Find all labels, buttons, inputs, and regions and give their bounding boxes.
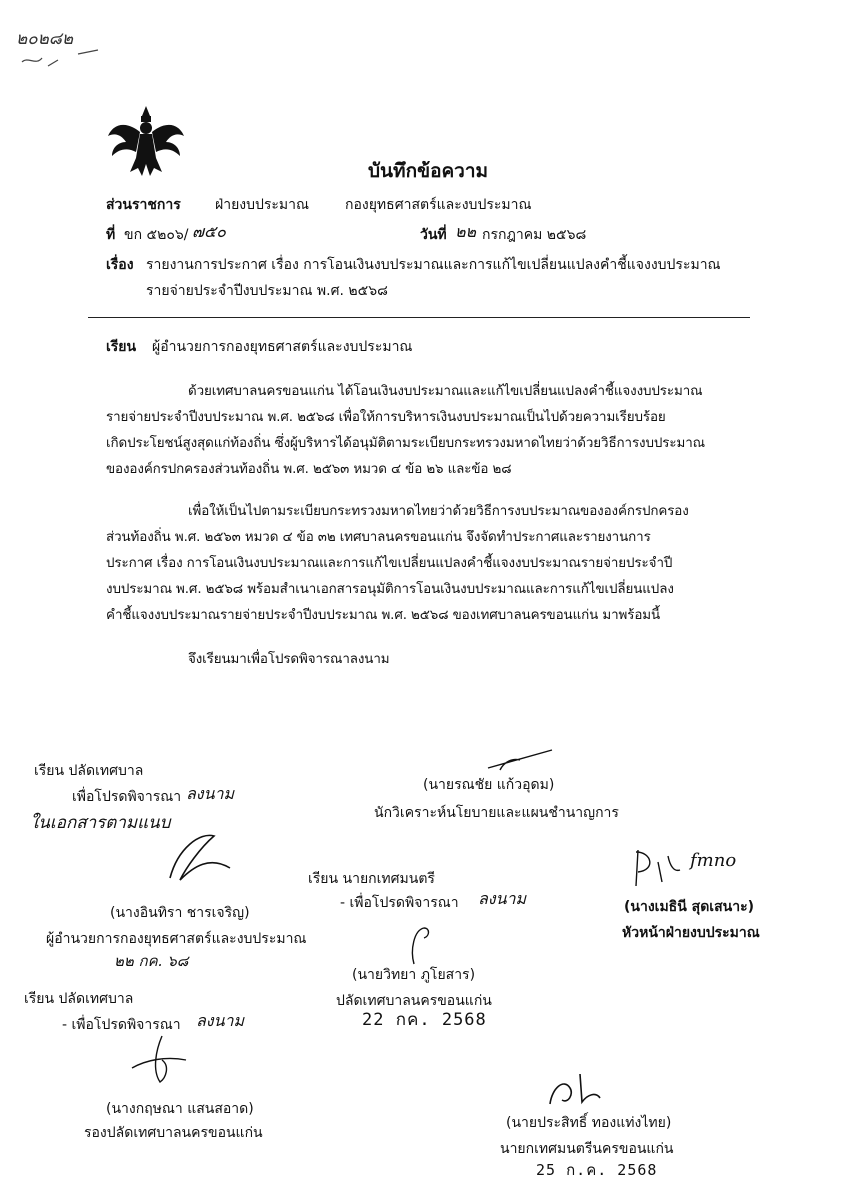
margin-note: ๒๐๒๘๒	[16, 29, 74, 49]
doc-no-handwritten: ๗๕๐	[192, 222, 226, 241]
budget-head-initials	[628, 842, 688, 892]
para2-line4: งบประมาณ พ.ศ. ๒๕๖๘ พร้อมสำเนาเอกสารอนุมัติการโอนเงินงบประมาณและการแก้ไขเปลี่ยนแปลง	[106, 582, 674, 597]
note1-to: เรียน ปลัดเทศบาล	[34, 763, 144, 779]
director-date-handwritten: ๒๒ กค. ๖๘	[114, 952, 189, 970]
deputy-title: รองปลัดเทศบาลนครขอนแก่น	[84, 1125, 263, 1141]
note3-handwritten: ลงนาม	[196, 1011, 245, 1030]
date-rest: กรกฎาคม ๒๕๖๘	[482, 227, 587, 243]
clerk-signature	[400, 920, 440, 970]
note2-handwritten: ลงนาม	[478, 889, 527, 908]
mayor-date-stamp: 25 ก.ค. 2568	[536, 1161, 658, 1179]
budget-head-title: หัวหน้าฝ่ายงบประมาณ	[622, 925, 760, 941]
subject-line1: รายงานการประกาศ เรื่อง การโอนเงินงบประมาณและการแก้ไขเปลี่ยนแปลงคำชี้แจงงบประมาณ	[146, 257, 721, 273]
note1-action: เพื่อโปรดพิจารณา	[72, 789, 182, 805]
deputy-name: (นางกฤษณา แสนสอาด)	[106, 1101, 254, 1117]
note3-action: - เพื่อโปรดพิจารณา	[62, 1017, 181, 1033]
director-signature	[160, 828, 240, 888]
para1-line4: ขององค์กรปกครองส่วนท้องถิ่น พ.ศ. ๒๕๖๓ หมวด ๔ ข้อ ๒๖ และข้อ ๒๘	[106, 462, 512, 477]
para2-line5: คำชี้แจงงบประมาณรายจ่ายประจำปีงบประมาณ พ.ศ. ๒๕๖๘ ของเทศบาลนครขอนแก่น มาพร้อมนี้	[106, 608, 661, 623]
budget-head-name: (นางเมธินี สุดเสนาะ)	[624, 899, 754, 915]
garuda-emblem	[106, 102, 186, 180]
clerk-name: (นายวิทยา ภูโยสาร)	[352, 967, 476, 983]
note2-action: - เพื่อโปรดพิจารณา	[340, 895, 459, 911]
analyst-signature	[482, 740, 562, 780]
note2-to: เรียน นายกเทศมนตรี	[308, 871, 435, 887]
margin-scribble	[18, 48, 108, 78]
analyst-title: นักวิเคราะห์นโยบายและแผนชำนาญการ	[374, 805, 619, 821]
clerk-date-stamp: 22 กค. 2568	[362, 1010, 487, 1030]
director-title: ผู้อำนวยการกองยุทธศาสตร์และงบประมาณ	[46, 931, 307, 947]
clerk-title: ปลัดเทศบาลนครขอนแก่น	[336, 993, 492, 1009]
para2-line2: ส่วนท้องถิ่น พ.ศ. ๒๕๖๓ หมวด ๔ ข้อ ๓๒ เทศบาลนครขอนแก่น จึงจัดทำประกาศและรายงานการ	[106, 530, 651, 545]
note1-extra-handwritten: ในเอกสารตามแนบ	[30, 813, 171, 833]
header-divider	[88, 317, 750, 318]
mayor-signature	[540, 1064, 620, 1114]
closing-line: จึงเรียนมาเพื่อโปรดพิจารณาลงนาม	[188, 652, 390, 667]
para2-line3: ประกาศ เรื่อง การโอนเงินงบประมาณและการแก้ไขเปลี่ยนแปลงคำชี้แจงงบประมาณรายจ่ายประจำปี	[106, 556, 673, 571]
note1-handwritten: ลงนาม	[186, 784, 235, 803]
doc-no: ขก ๕๒๐๖/	[124, 227, 189, 243]
para1-line1: ด้วยเทศบาลนครขอนแก่น ได้โอนเงินงบประมาณและแก้ไขเปลี่ยนแปลงคำชี้แจงงบประมาณ	[188, 384, 703, 399]
subject-label: เรื่อง	[106, 257, 134, 273]
memo-title: บันทึกข้อความ	[368, 160, 489, 182]
doc-no-label: ที่	[106, 227, 116, 243]
mayor-title: นายกเทศมนตรีนครขอนแก่น	[500, 1141, 674, 1157]
analyst-name: (นายรณชัย แก้วอุดม)	[423, 777, 555, 793]
deputy-signature	[126, 1030, 196, 1090]
subject-line2: รายจ่ายประจำปีงบประมาณ พ.ศ. ๒๕๖๘	[146, 283, 388, 299]
note3-to: เรียน ปลัดเทศบาล	[24, 991, 134, 1007]
addressee-text: ผู้อำนวยการกองยุทธศาสตร์และงบประมาณ	[152, 339, 413, 355]
dept-unit: ฝ่ายงบประมาณ	[215, 197, 309, 213]
addressee-label: เรียน	[106, 339, 137, 355]
para2-line1: เพื่อให้เป็นไปตามระเบียบกระทรวงมหาดไทยว่าด้วยวิธีการงบประมาณขององค์กรปกครอง	[188, 504, 689, 519]
para1-line2: รายจ่ายประจำปีงบประมาณ พ.ศ. ๒๕๖๘ เพื่อให้การบริหารเงินงบประมาณเป็นไปด้วยความเรียบร้อย	[106, 410, 666, 425]
director-name: (นางอินทิรา ชารเจริญ)	[110, 905, 250, 921]
budget-head-handwritten: fmno	[690, 850, 737, 871]
dept-division: กองยุทธศาสตร์และงบประมาณ	[345, 197, 532, 213]
date-day-handwritten: ๒๒	[455, 222, 477, 241]
date-label: วันที่	[420, 227, 447, 243]
dept-label: ส่วนราชการ	[106, 197, 181, 213]
mayor-name: (นายประสิทธิ์ ทองแท่งไทย)	[506, 1115, 672, 1131]
para1-line3: เกิดประโยชน์สูงสุดแก่ท้องถิ่น ซึ่งผู้บริหารได้อนุมัติตามระเบียบกระทรวงมหาดไทยว่าด้วยวิธีการงบประมาณ	[106, 436, 705, 451]
